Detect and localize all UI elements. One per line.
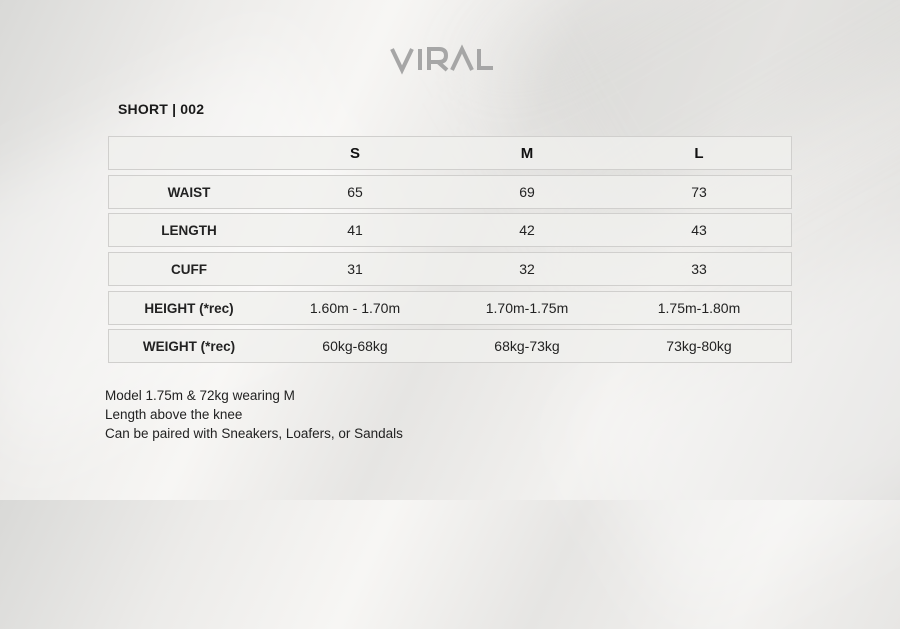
product-notes [105,386,403,443]
table-cell: 60kg-68kg [322,338,388,354]
table-cell: 31 [347,261,363,277]
table-cell: 68kg-73kg [494,338,560,354]
header-cell-l: L [694,144,704,162]
header-cell-s: S [349,144,360,162]
row-label: WEIGHT (*rec) [142,338,236,354]
row-label: HEIGHT (*rec) [144,300,234,316]
table-cell: 43 [691,222,707,238]
table-cell: 1.75m-1.80m [657,300,741,316]
table-row [108,213,792,247]
table-row [108,252,792,286]
table-cell: 1.70m-1.75m [485,300,569,316]
table-row [108,329,792,363]
table-cell: 33 [691,261,707,277]
note-pairing: Can be paired with Sneakers, Loafers, or Sandals [105,426,403,441]
table-row [108,291,792,325]
note-model-fit: Model 1.75m & 72kg wearing M [105,388,295,403]
table-cell: 41 [347,222,363,238]
table-cell: 32 [519,261,535,277]
table-header-row [108,136,792,170]
table-row [108,175,792,209]
table-cell: 1.60m - 1.70m [309,300,401,316]
table-cell: 42 [519,222,535,238]
product-title: SHORT | 002 [118,101,205,117]
row-label: LENGTH [161,222,217,238]
header-cell-m: M [520,144,534,162]
note-length: Length above the knee [105,407,243,422]
table-cell: 69 [519,184,535,200]
table-cell: 73kg-80kg [666,338,732,354]
row-label: WAIST [167,184,211,200]
row-label: CUFF [171,261,207,277]
brand-logo [390,42,500,76]
table-cell: 65 [347,184,363,200]
table-cell: 73 [691,184,707,200]
